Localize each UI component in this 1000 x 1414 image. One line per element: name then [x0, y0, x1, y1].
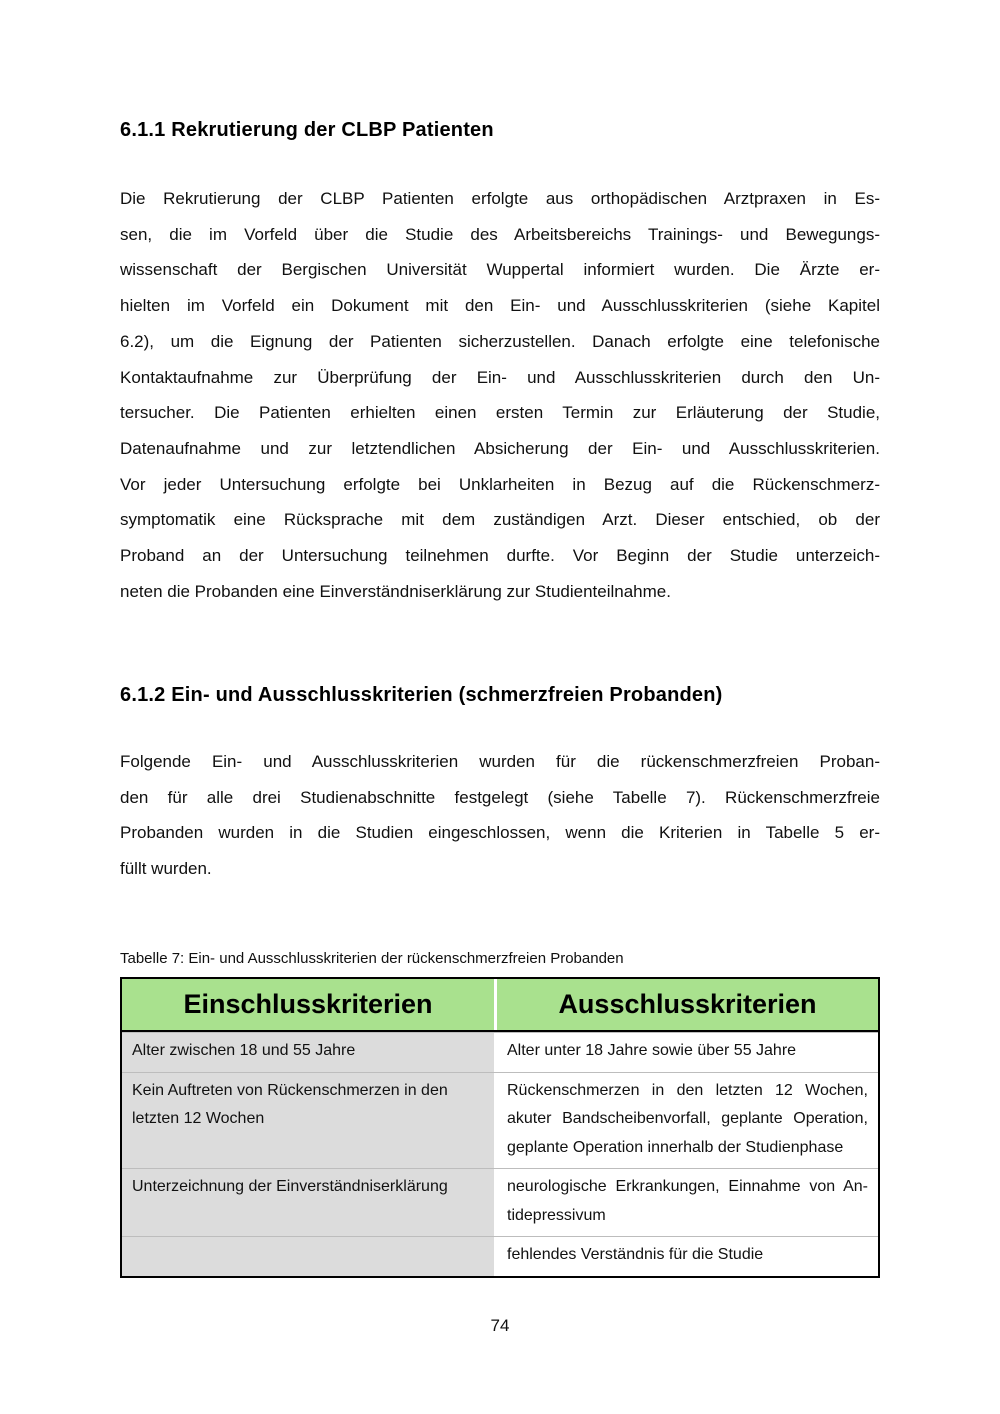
table-cell-left [122, 1237, 497, 1276]
paragraph-recruitment [120, 181, 880, 609]
text-line: Kein Auftreten von Rückenschmerzen in den [132, 1081, 448, 1099]
text-line: füllt wurden. [120, 859, 212, 879]
text-line: sen, die im Vorfeld über die Studie des Arbeitsbereichs Trainings- und Bewegungs- [120, 224, 880, 244]
table-row [122, 1236, 878, 1276]
table-cell-left [122, 1033, 497, 1072]
table-cell-left [122, 1169, 497, 1236]
text-line: Die Rekrutierung der CLBP Patienten erfolgte aus orthopädischen Arztpraxen in Es- [120, 189, 880, 208]
table-row [122, 1032, 878, 1072]
text-line: Vor jeder Untersuchung erfolgte bei Unklarheiten in Bezug auf die Rückenschmerz- [120, 474, 880, 494]
table-cell-right [497, 1237, 878, 1276]
table-row [122, 1072, 878, 1169]
text-line: Proband an der Untersuchung teilnehmen durfte. Vor Beginn der Studie unterzeich- [120, 546, 880, 566]
table-header-row [122, 979, 878, 1032]
text-line: akuter Bandscheibenvorfall, geplante Operation, [507, 1110, 868, 1127]
text-line: symptomatik eine Rücksprache mit dem zuständigen Arzt. Dieser entschied, ob der [120, 510, 880, 530]
criteria-table [120, 977, 880, 1278]
table-cell-left [122, 1073, 497, 1169]
section-heading-611: 6.1.1 Rekrutierung der CLBP Patienten [120, 119, 494, 141]
text-line: geplante Operation innerhalb der Studienphase [507, 1138, 844, 1156]
text-line: neurologische Erkrankungen, Einnahme von An- [507, 1178, 868, 1195]
text-line: Folgende Ein- und Ausschlusskriterien wurden für die rückenschmerzfreien Proban- [120, 752, 880, 771]
table-header-inclusion: Einschlusskriterien [122, 979, 497, 1030]
table-header-exclusion: Ausschlusskriterien [497, 979, 878, 1030]
text-line: Alter unter 18 Jahre sowie über 55 Jahre [507, 1042, 797, 1059]
text-line: tidepressivum [507, 1206, 606, 1224]
table-caption: Tabelle 7: Ein- und Ausschlusskriterien der rückenschmerzfreien Probanden [120, 950, 624, 967]
table-row [122, 1168, 878, 1236]
text-line: Unterzeichnung der Einverständniserklärung [132, 1178, 448, 1195]
text-line: Kontaktaufnahme zur Überprüfung der Ein- und Ausschlusskriterien durch den Un- [120, 367, 880, 387]
spacer [132, 1202, 484, 1231]
text-line: letzten 12 Wochen [132, 1110, 265, 1127]
text-line: Datenaufnahme und zur letztendlichen Absicherung der Ein- und Ausschlusskriterien. [120, 438, 880, 458]
text-line: den für alle drei Studienabschnitte festgelegt (siehe Tabelle 7). Rückenschmerzfreie [120, 787, 880, 807]
text-line: Rückenschmerzen in den letzten 12 Wochen, [507, 1081, 868, 1099]
section-heading-612: 6.1.2 Ein- und Ausschlusskriterien (schmerzfreien Probanden) [120, 684, 723, 706]
spacer [132, 1134, 484, 1163]
text-line: 6.2), um die Eignung der Patienten sicherzustellen. Danach erfolgte eine telefonische [120, 331, 880, 351]
page-number: 74 [490, 1316, 510, 1335]
text-line: hielten im Vorfeld ein Dokument mit den Ein- und Ausschlusskriterien (siehe Kapitel [120, 296, 880, 316]
table-cell-right [497, 1169, 878, 1236]
paragraph-criteria-intro [120, 744, 880, 887]
table-cell-right [497, 1033, 878, 1072]
text-line: neten die Probanden eine Einverständniserklärung zur Studienteilnahme. [120, 581, 671, 601]
text-line: tersucher. Die Patienten erhielten einen ersten Termin zur Erläuterung der Studie, [120, 403, 880, 423]
text-line: fehlendes Verständnis für die Studie [507, 1246, 764, 1263]
table-cell-right [497, 1073, 878, 1169]
text-line: Probanden wurden in die Studien eingeschlossen, wenn die Kriterien in Tabelle 5 er- [120, 823, 880, 843]
text-line: wissenschaft der Bergischen Universität Wuppertal informiert wurden. Die Ärzte er- [120, 260, 880, 280]
text-line: Alter zwischen 18 und 55 Jahre [132, 1042, 356, 1059]
